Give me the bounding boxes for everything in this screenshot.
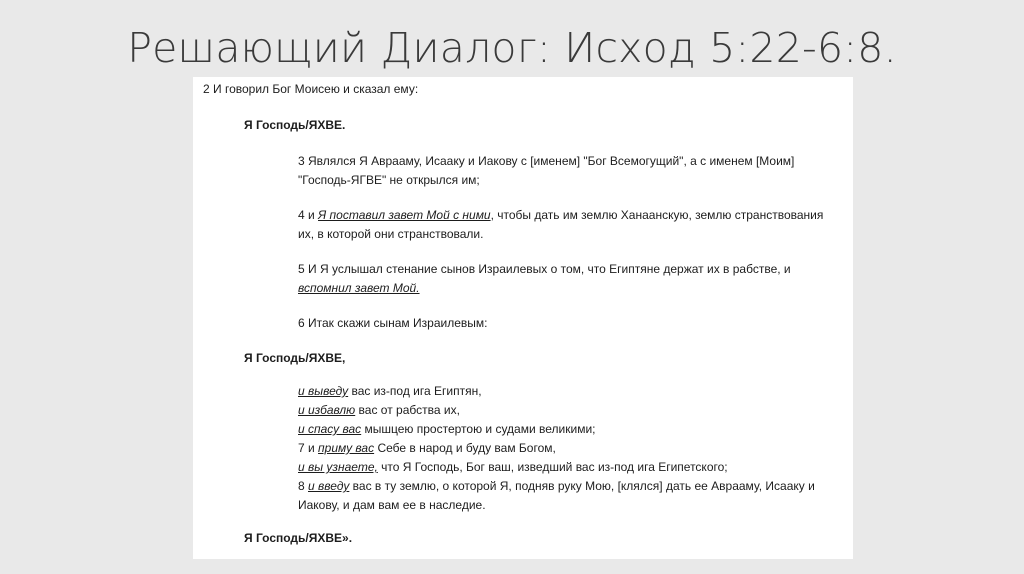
promise-1-emphasis: и выведу xyxy=(298,384,349,398)
promise-4-emphasis: приму вас xyxy=(318,441,375,455)
slide-title: Решающий Диалог: Исход 5:22-6:8. xyxy=(127,24,897,72)
promise-4-prefix: 7 и xyxy=(298,441,319,455)
verse-3-line-1: 3 Являлся Я Аврааму, Исааку и Иакову с [именем] "Бог Всемогущий", а с именем [Моим] xyxy=(298,154,795,168)
promise-2-emphasis: и избавлю xyxy=(298,403,356,417)
verse-4-line-1 xyxy=(298,206,823,225)
promise-6-prefix: 8 xyxy=(298,479,309,493)
promise-2-rest: вас от рабства их, xyxy=(355,403,460,417)
verse-4-line-2: их, в которой они странствовали. xyxy=(298,227,484,241)
verse-6: 6 Итак скажи сынам Израилевым: xyxy=(298,316,488,330)
promise-6-emphasis: и введу xyxy=(308,479,350,493)
scripture-document xyxy=(193,77,853,559)
promise-line-7: Иакову, и дам вам ее в наследие. xyxy=(298,498,486,512)
promise-line-3 xyxy=(298,420,595,439)
verse-5-emphasis: вспомнил завет Мой. xyxy=(298,281,420,295)
verse-3-line-2: "Господь-ЯГВЕ" не открылся им; xyxy=(298,173,480,187)
promise-5-emphasis: и вы узнаете, xyxy=(298,460,378,474)
declaration-lord-1: Я Господь/ЯХВЕ. xyxy=(244,118,346,132)
verse-4-rest: , чтобы дать им землю Ханаанскую, землю странствования xyxy=(490,208,824,222)
promise-line-4 xyxy=(298,439,556,458)
verse-4-emphasis: Я поставил завет Мой с ними xyxy=(318,208,491,222)
promise-3-emphasis: и спасу вас xyxy=(298,422,362,436)
promise-line-5 xyxy=(298,458,728,477)
verse-2: 2 И говорил Бог Моисею и сказал ему: xyxy=(203,82,419,96)
promise-line-1 xyxy=(298,382,482,401)
promise-line-2 xyxy=(298,401,460,420)
promise-1-rest: вас из-под ига Египтян, xyxy=(348,384,482,398)
promise-6-rest: вас в ту землю, о которой Я, подняв руку Мою, [клялся] дать ее Аврааму, Исааку и xyxy=(349,479,815,493)
promise-5-rest: что Я Господь, Бог ваш, изведший вас из-под ига Египетского; xyxy=(377,460,728,474)
promise-3-rest: мышцею простертою и судами великими; xyxy=(361,422,596,436)
declaration-lord-2: Я Господь/ЯХВЕ, xyxy=(244,351,346,365)
verse-5-line-1: 5 И Я услышал стенание сынов Израилевых о том, что Египтяне держат их в рабстве, и xyxy=(298,262,791,276)
promise-4-rest: Себе в народ и буду вам Богом, xyxy=(374,441,556,455)
declaration-lord-3: Я Господь/ЯХВЕ». xyxy=(244,531,353,545)
verse-4-prefix: 4 и xyxy=(298,208,319,222)
promise-line-6 xyxy=(298,477,815,496)
